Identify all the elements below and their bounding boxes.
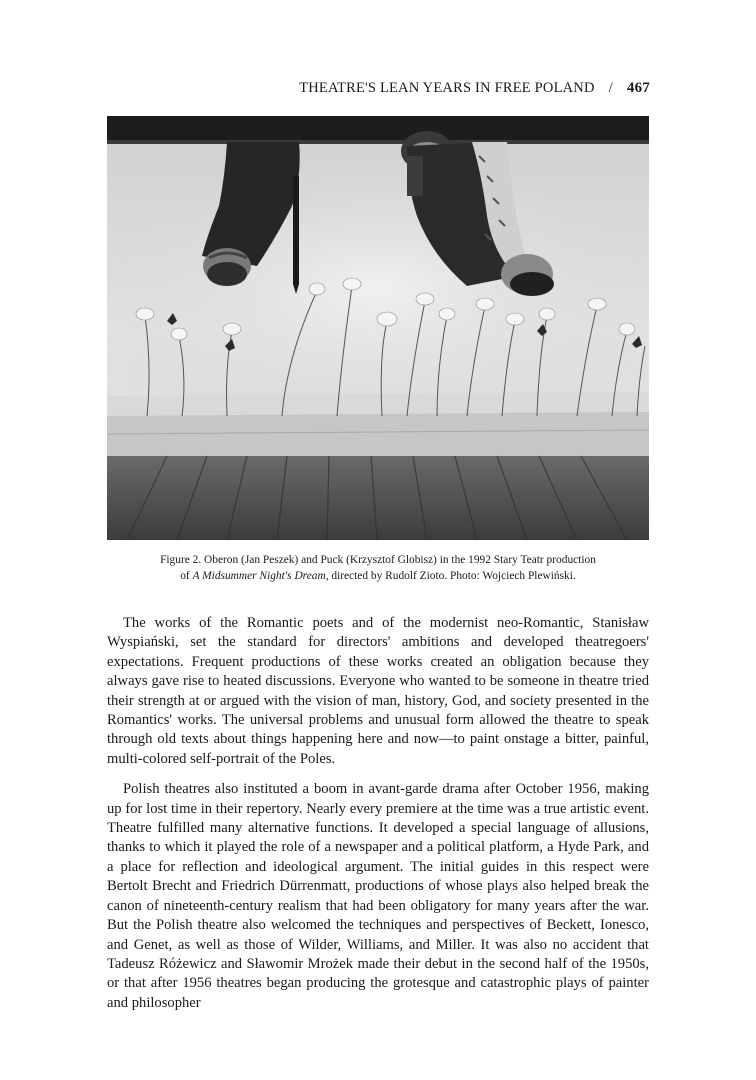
body-text [107, 614, 649, 1024]
page-number: 467 [626, 80, 650, 96]
caption-line-1: Figure 2. Oberon (Jan Peszek) and Puck (Krzysztof Globisz) in the 1992 Stary Teatr production [160, 554, 596, 566]
figure-caption [107, 552, 649, 584]
stage-photograph [107, 116, 649, 540]
paragraph-2: Polish theatres also instituted a boom in avant-garde drama after October 1956, making up for lost time in their repertory. Nearly every premiere at the time was a true artistic event. Theatre fulfilled many alternative functions. It developed a special language of allusions, thanks to which it played the role of a newspaper and a political platform, a Hyde Park, and a place for reflection and ideological argument. The initial guides in this respect were Bertolt Brecht and Friedrich Dürrenmatt, productions of whose plays also helped break the canon of nineteenth-century realism that had been obligatory for many years after the war. But the Polish theatre also welcomed the techniques and perspectives of Beckett, Ionesco, and Genet, as well as those of Wilder, Williams, and Miller. It was also no accident that Tadeusz Różewicz and Sławomir Mrożek made their debut in the second half of the 1950s, or that after 1956 theatres began producing the grotesque and catastrophic plays of painter and philosopher [107, 781, 649, 1011]
paragraph-1: The works of the Romantic poets and of the modernist neo-Romantic, Stanisław Wyspiański, set the standard for directors' ambitions and developed theatregoers' expectations. Frequent productions of these works created an obligation because they always gave rise to heated discussions. Everyone who wanted to be someone in theatre tried their strength at or argued with the vision of man, history, God, and society presented in the Romantics' works. The universal problems and unusual form allowed the theatre to speak through old texts about things happening here and now—to paint onstage a bitter, painful, multi-colored self-portrait of the Poles. [107, 615, 649, 767]
running-header [299, 80, 650, 97]
caption-play-title: A Midsummer Night's Dream [192, 570, 326, 582]
stage-photo-illustration [107, 116, 649, 540]
running-title: THEATRE'S LEAN YEARS IN FREE POLAND [299, 80, 595, 96]
caption-suffix: , directed by Rudolf Zioto. Photo: Wojciech Plewiński. [325, 570, 576, 582]
caption-line-2 [107, 568, 649, 584]
header-separator: / [608, 80, 613, 96]
caption-prefix: of [180, 570, 193, 582]
